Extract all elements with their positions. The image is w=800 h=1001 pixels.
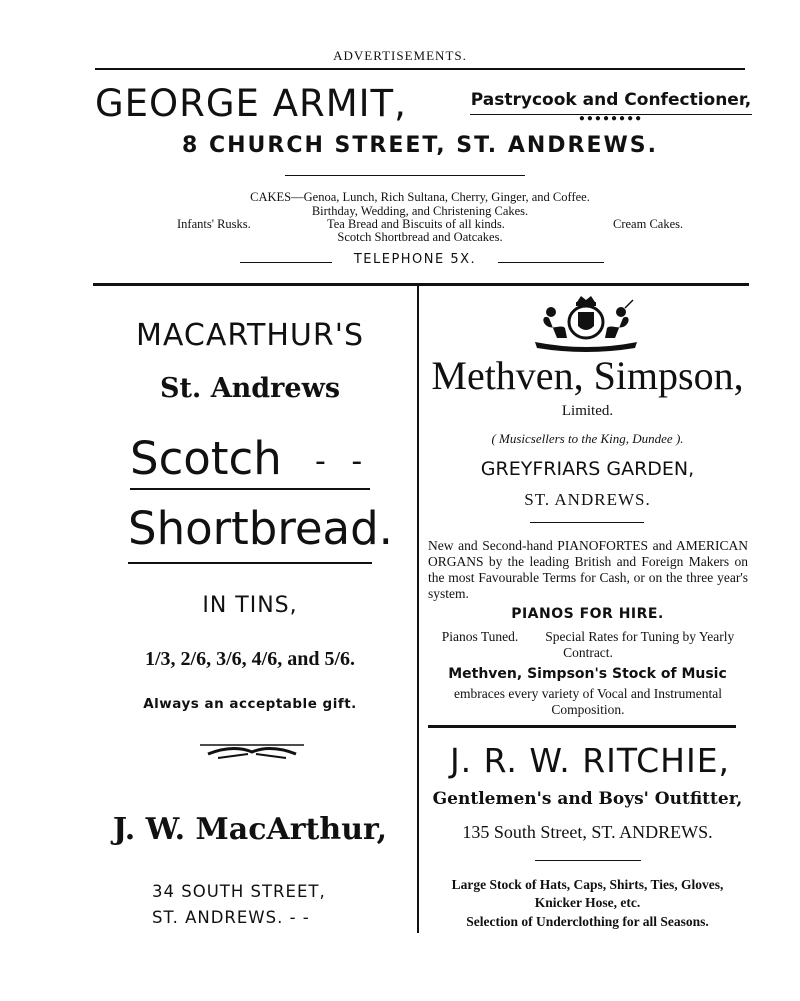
armit-dotted-ornament: ●●●●●●●● xyxy=(578,113,644,124)
methven-tuning: Pianos Tuned. Special Rates for Tuning by Yearly Contract. xyxy=(441,629,738,660)
armit-name: GEORGE ARMIT, xyxy=(95,82,407,125)
shortbread-rule xyxy=(128,562,372,564)
macarthur-product-dashes: - - xyxy=(315,444,371,479)
methven-name: Methven, Simpson, xyxy=(431,353,744,398)
running-head: ADVERTISEMENTS. xyxy=(333,48,467,63)
methven-stock-heading: Methven, Simpson's Stock of Music xyxy=(448,666,727,682)
macarthur-slogan: Always an acceptable gift. xyxy=(143,696,357,712)
ritchie-divider xyxy=(535,860,641,861)
macarthur-name: MACARTHUR'S xyxy=(136,318,364,353)
methven-divider xyxy=(530,522,644,523)
ritchie-address: 135 South Street, ST. ANDREWS. xyxy=(462,822,713,842)
right-section-rule xyxy=(428,725,736,728)
armit-divider xyxy=(285,175,525,176)
ritchie-stock-3: Selection of Underclothing for all Seasons. xyxy=(466,914,709,929)
armit-tea-bread: Tea Bread and Biscuits of all kinds. xyxy=(327,217,505,231)
methven-stock-body: embraces every variety of Vocal and Instrumental Composition. xyxy=(454,686,722,717)
armit-cream-cakes: Cream Cakes. xyxy=(613,217,684,231)
royal-coat-of-arms-icon xyxy=(527,294,645,352)
ritchie-stock-1: Large Stock of Hats, Caps, Shirts, Ties, Gloves, xyxy=(451,877,724,892)
armit-celebration-line: Birthday, Wedding, and Christening Cakes. xyxy=(311,204,529,218)
methven-location-1: GREYFRIARS GARDEN, xyxy=(480,458,695,480)
macarthur-packaging: IN TINS, xyxy=(202,593,298,618)
scotch-rule xyxy=(130,488,370,490)
ornament-flourish-icon xyxy=(198,742,306,764)
armit-address: 8 CHURCH STREET, ST. ANDREWS. xyxy=(182,133,658,158)
armit-infants-rusks: Infants' Rusks. xyxy=(177,217,251,231)
armit-shortbread-line: Scotch Shortbread and Oatcakes. xyxy=(337,230,503,244)
armit-trade: Pastrycook and Confectioner, xyxy=(470,90,752,110)
column-divider xyxy=(417,283,419,933)
methven-hire: PIANOS FOR HIRE. xyxy=(511,606,664,622)
armit-telephone: TELEPHONE 5X. xyxy=(353,252,477,267)
methven-appointment: ( Musicsellers to the King, Dundee ). xyxy=(491,431,684,446)
ritchie-name: J. R. W. RITCHIE, xyxy=(449,741,731,780)
section-rule xyxy=(93,283,749,286)
methven-body: New and Second-hand PIANOFORTES and AMERICAN ORGANS by the leading British and Foreign Makers on the most Favourable Terms for Cash, or on the three year's system. xyxy=(428,538,748,601)
telephone-right-rule xyxy=(498,262,604,263)
ritchie-stock-2: Knicker Hose, etc. xyxy=(534,895,641,910)
macarthur-address-line-2: ST. ANDREWS. - - xyxy=(152,908,310,927)
methven-location-2: ST. ANDREWS. xyxy=(524,490,651,509)
macarthur-place: St. Andrews xyxy=(159,373,341,404)
macarthur-proprietor: J. W. MacArthur, xyxy=(112,812,388,847)
ritchie-trade: Gentlemen's and Boys' Outfitter, xyxy=(432,789,743,809)
macarthur-prices: 1/3, 2/6, 3/6, 4/6, and 5/6. xyxy=(144,648,356,670)
telephone-left-rule xyxy=(240,262,332,263)
top-rule xyxy=(95,68,745,70)
armit-cakes-line: CAKES—Genoa, Lunch, Rich Sultana, Cherry, Ginger, and Coffee. xyxy=(250,190,590,204)
macarthur-product-scotch: Scotch xyxy=(130,432,282,485)
methven-limited: Limited. xyxy=(561,403,614,419)
macarthur-product-shortbread: Shortbread. xyxy=(128,502,393,555)
macarthur-address-line-1: 34 SOUTH STREET, xyxy=(152,882,326,901)
